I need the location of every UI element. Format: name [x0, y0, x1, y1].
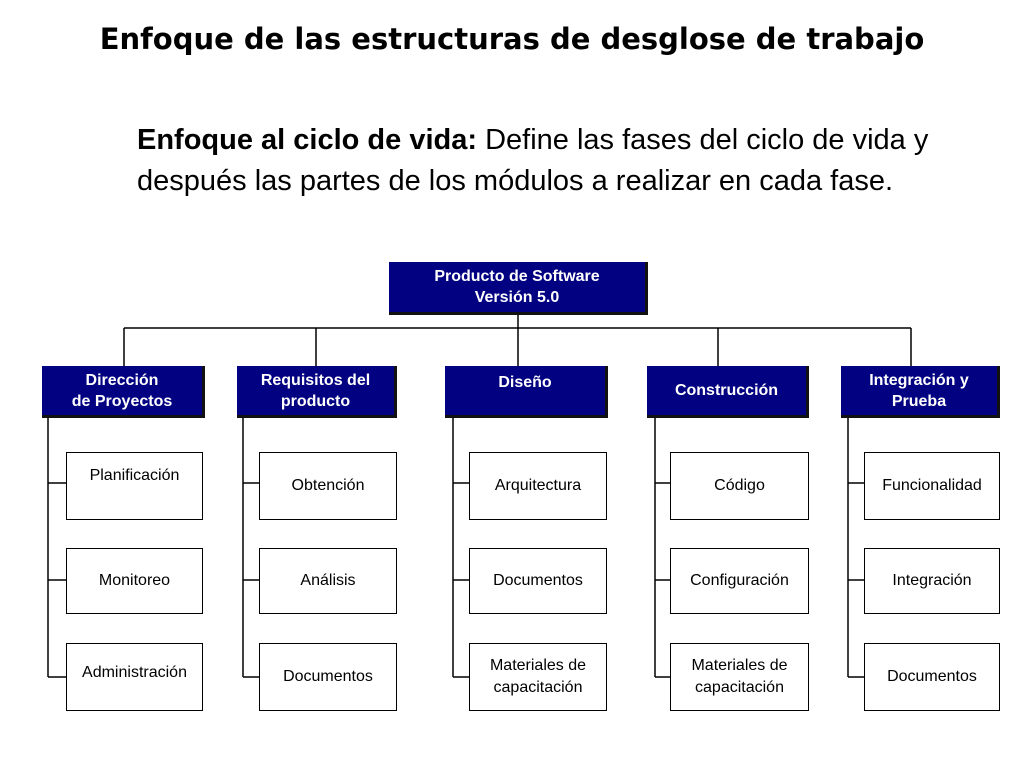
task-box-materiales-construccion: Materiales de capacitación [670, 643, 809, 711]
phase-box-direccion: Dirección de Proyectos [42, 366, 205, 418]
task-box-administracion: Administración [66, 643, 203, 711]
task-box-arquitectura: Arquitectura [469, 452, 607, 520]
task-box-planificacion: Planificación [66, 452, 203, 520]
task-box-codigo: Código [670, 452, 809, 520]
task-box-documentos-diseno: Documentos [469, 548, 607, 614]
slide-title: Enfoque de las estructuras de desglose de trabajo [99, 22, 925, 56]
phase-box-diseno: Diseño [445, 366, 608, 418]
task-box-documentos-integracion: Documentos [864, 643, 1000, 711]
wbs-root-box: Producto de Software Versión 5.0 [389, 262, 648, 315]
phase-box-requisitos: Requisitos del producto [237, 366, 397, 418]
task-box-materiales-diseno: Materiales de capacitación [469, 643, 607, 711]
task-box-integracion: Integración [864, 548, 1000, 614]
task-box-funcionalidad: Funcionalidad [864, 452, 1000, 520]
task-box-monitoreo: Monitoreo [66, 548, 203, 614]
task-box-obtencion: Obtención [259, 452, 397, 520]
task-box-analisis: Análisis [259, 548, 397, 614]
phase-box-integracion: Integración y Prueba [841, 366, 1000, 418]
intro-description: Define las fases del ciclo de vida y después las partes de los módulos a realizar en cada fase. [137, 124, 929, 197]
phase-box-construccion: Construcción [647, 366, 809, 418]
task-box-configuracion: Configuración [670, 548, 809, 614]
task-box-documentos-requisitos: Documentos [259, 643, 397, 711]
intro-bold-term: Enfoque al ciclo de vida: [137, 124, 478, 156]
